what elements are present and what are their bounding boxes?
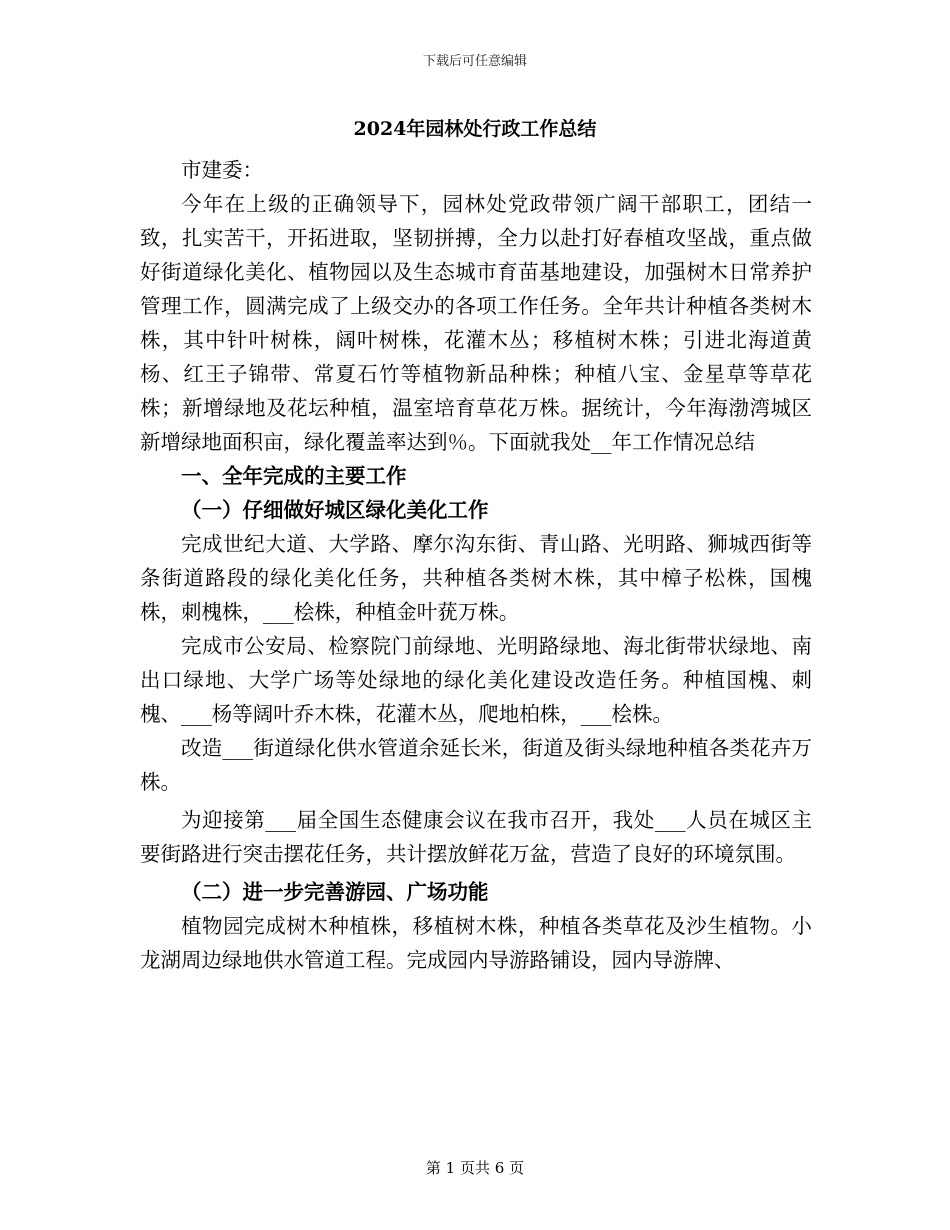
paragraph-flower-display: 为迎接第___届全国生态健康会议在我市召开，我处___人员在城区主要街路进行突击摆花任务，共计摆放鲜花万盆，营造了良好的环境氛围。	[140, 808, 812, 866]
salutation: 市建委：	[181, 158, 263, 182]
header-note: 下载后可任意编辑	[422, 54, 527, 69]
subsection-heading-parks: （二）进一步完善游园、广场功能	[181, 880, 489, 904]
paragraph-water-pipes: 改造___街道绿化供水管道余延长米，街道及街头绿地种植各类花卉万株。	[140, 736, 812, 794]
document-title: 2024年园林处行政工作总结	[353, 118, 597, 140]
section-heading-main-work: 一、全年完成的主要工作	[181, 464, 407, 488]
paragraph-botanical-garden: 植物园完成树木种植株，移植树木株，种植各类草花及沙生植物。小龙湖周边绿地供水管道工程。完成园内导游路铺设，园内导游牌、	[140, 914, 812, 972]
page-footer: 第 1 页共 6 页	[425, 1159, 525, 1177]
paragraph-streets: 完成世纪大道、大学路、摩尔沟东街、青山路、光明路、狮城西街等条街道路段的绿化美化任务，共种植各类树木株，其中樟子松株，国槐株，刺槐株，___桧株，种植金叶莸万株。	[140, 532, 812, 624]
document-body	[140, 153, 812, 977]
paragraph-intro: 今年在上级的正确领导下，园林处党政带领广阔干部职工，团结一致，扎实苦干，开拓进取，坚韧拼搏，全力以赴打好春植攻坚战，重点做好街道绿化美化、植物园以及生态城市育苗基地建设，加强树木日常养护管理工作，圆满完成了上级交办的各项工作任务。全年共计种植各类树木株，其中针叶树株，阔叶树株，花灌木丛；移植树木株；引进北海道黄杨、红王子锦带、常夏石竹等植物新品种株；种植八宝、金星草等草花株；新增绿地及花坛种植，温室培育草花万株。据统计，今年海渤湾城区新增绿地面积亩，绿化覆盖率达到％。下面就我处__年工作情况总结	[140, 192, 812, 454]
subsection-heading-greening: （一）仔细做好城区绿化美化工作	[181, 498, 489, 522]
paragraph-greenspaces: 完成市公安局、检察院门前绿地、光明路绿地、海北街带状绿地、南出口绿地、大学广场等处绿地的绿化美化建设改造任务。种植国槐、刺槐、___杨等阔叶乔木株，花灌木丛，爬地柏株，___桧株。	[140, 634, 812, 726]
